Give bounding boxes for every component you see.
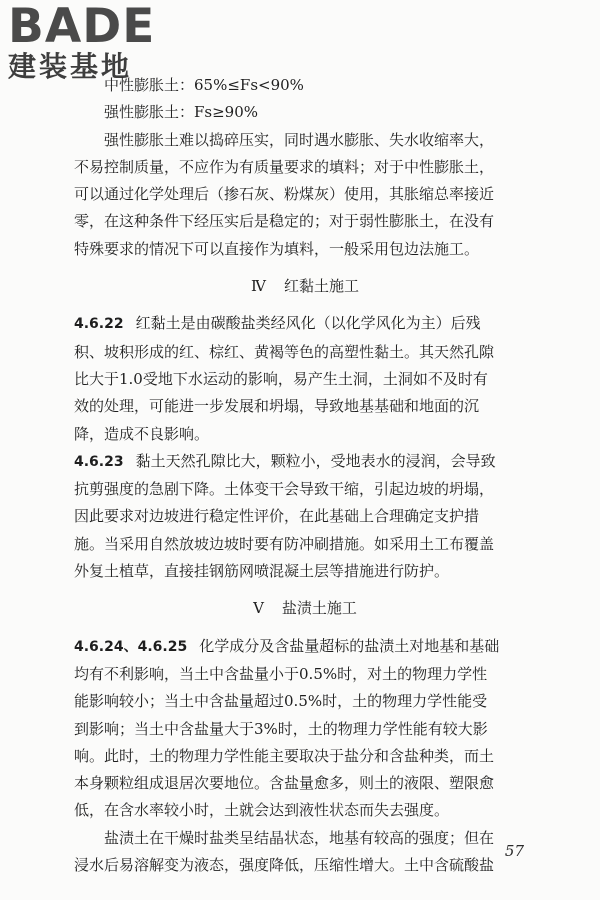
text-line: 比大于1.0受地下水运动的影响，易产生土洞，土洞如不及时有: [74, 369, 488, 388]
text-line: 浸水后易溶解变为液态，强度降低，压缩性增大。土中含硫酸盐: [74, 856, 495, 875]
text-line: 积、坡积形成的红、棕红、黄褐等色的高塑性黏土。其天然孔隙: [74, 342, 495, 361]
text-line: 强性膨胀土：Fs≥90%: [104, 103, 259, 122]
text-line: 降，造成不良影响。: [74, 424, 210, 443]
text-line: 盐渍土在干燥时盐类呈结晶状态，地基有较高的强度；但在: [104, 828, 495, 847]
section-title: 红黏土施工: [283, 277, 359, 296]
text-line: 均有不利影响，当土中含盐量小于0.5%时，对土的物理力学性: [74, 664, 488, 683]
clause-number: 4.6.24、4.6.25: [74, 638, 188, 655]
text-line: 抗剪强度的急剧下降。土体变干会导致干缩，引起边坡的坍塌，: [74, 480, 495, 499]
clause-line: 4.6.23 黏土天然孔隙比大，颗粒小，受地表水的浸润，会导致: [74, 451, 496, 470]
text-line: 能影响较小；当土中含盐量超过0.5%时，土的物理力学性能受: [74, 692, 488, 711]
section-heading-saline-soil: [74, 595, 536, 622]
text-line: 施。当采用自然放坡边坡时要有防冲刷措施。如采用土工布覆盖: [74, 534, 495, 553]
text-line: 本身颗粒组成退居次要地位。含盐量愈多，则土的液限、塑限愈: [74, 774, 495, 793]
logo-subtitle: 建装基地: [8, 50, 133, 83]
section-title: 盐渍土施工: [281, 599, 357, 618]
text-line: 响。此时，土的物理力学性能主要取决于盐分和含盐种类，而土: [74, 746, 495, 765]
text-line: 强性膨胀土难以捣碎压实，同时遇水膨胀、失水收缩率大，: [104, 130, 495, 149]
text-line: 外复土植草，直接挂钢筋网喷混凝土层等措施进行防护。: [74, 562, 450, 581]
logo-brand: BADE: [8, 0, 156, 54]
section-heading-red-clay: [74, 273, 536, 300]
clause-number: 4.6.22: [74, 316, 124, 333]
page-number: 57: [504, 842, 524, 860]
page-body: [74, 72, 536, 879]
text-line: 可以通过化学处理后（掺石灰、粉煤灰）使用，其胀缩总率接近: [74, 185, 495, 204]
text-line: 到影响；当土中含盐量大于3%时，土的物理力学性能有较大影: [74, 719, 488, 738]
text-line: 中性膨胀土：65%≤Fs<90%: [104, 76, 304, 94]
section-number: Ⅳ: [250, 277, 266, 296]
section-number: Ⅴ: [253, 599, 264, 618]
text-line: 效的处理，可能进一步发展和坍塌，导致地基基础和地面的沉: [74, 397, 480, 416]
text-line: 因此要求对边坡进行稳定性评价，在此基础上合理确定支护措: [74, 507, 480, 526]
text-line: 低，在含水率较小时，土就会达到液性状态而失去强度。: [74, 801, 450, 820]
clause-number: 4.6.23: [74, 453, 124, 470]
text-line: 不易控制质量，不应作为有质量要求的填料；对于中性膨胀土，: [74, 157, 495, 176]
text-line: 特殊要求的情况下可以直接作为填料，一般采用包边法施工。: [74, 239, 480, 258]
clause-line: 4.6.22 红黏土是由碳酸盐类经风化（以化学风化为主）后残: [74, 314, 481, 333]
clause-line: 4.6.24、4.6.25 化学成分及含盐量超标的盐渍土对地基和基础: [74, 636, 500, 655]
text-line: 零，在这种条件下经压实后是稳定的；对于弱性膨胀土，在没有: [74, 212, 495, 231]
